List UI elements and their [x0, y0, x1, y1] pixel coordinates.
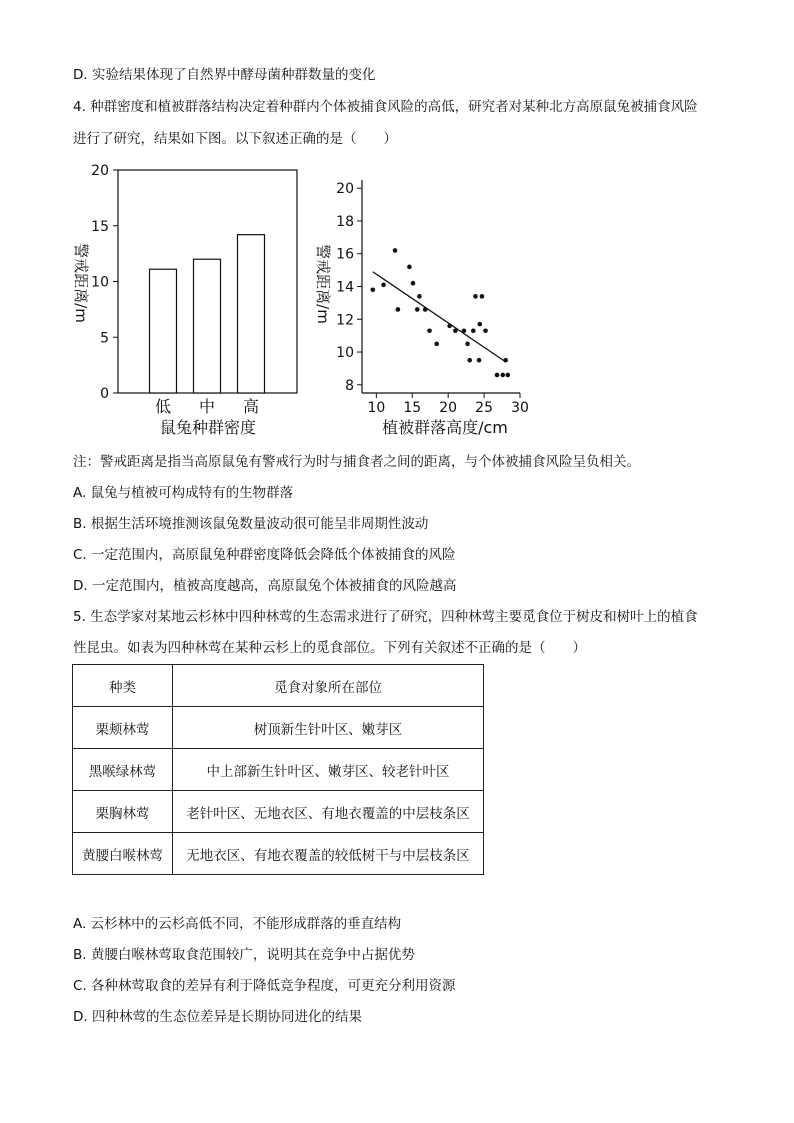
q4-stem-line1: 4. 种群密度和植被群落结构决定着种群内个体被捕食风险的高低，研究者对某种北方高原鼠兔被捕食风险 [73, 99, 698, 115]
table-row [73, 833, 484, 875]
q4-option-d: D. 一定范围内，植被高度越高，高原鼠兔个体被捕食的风险越高 [73, 578, 457, 594]
scatter-point [480, 294, 485, 299]
bar-y-tick-label: 20 [91, 163, 109, 179]
bar-x-tick-label: 中 [198, 397, 216, 416]
table-header-cell: 种类 [73, 665, 173, 707]
bar-x-ticks [155, 397, 259, 416]
scatter-point [381, 283, 386, 288]
scatter-x-tick-label: 25 [475, 400, 494, 416]
scatter-point [467, 358, 472, 363]
table-cell-location: 树顶新生针叶区、嫩芽区 [173, 707, 484, 749]
trend-line [373, 272, 506, 362]
scatter-point [393, 248, 398, 253]
scatter-y-tick-label: 8 [345, 377, 354, 394]
scatter-point [465, 342, 470, 347]
scatter-point [415, 307, 420, 312]
scatter-x-tick-label: 30 [511, 400, 529, 416]
q5-option-b: B. 黄腰白喉林莺取食范围较广，说明其在竞争中占据优势 [73, 947, 415, 963]
scatter-x-tick-label: 15 [403, 400, 422, 416]
scatter-point [453, 328, 458, 333]
scatter-points [370, 248, 510, 377]
q4-stem-line2: 进行了研究，结果如下图。以下叙述正确的是（ ） [73, 131, 397, 147]
bar [238, 235, 265, 393]
scatter-point [407, 265, 412, 270]
q5-stem-line1: 5. 生态学家对某地云杉林中四种林莺的生态需求进行了研究，四种林莺主要觅食位于树皮和树叶上的植食 [73, 609, 698, 625]
q5-stem-line2: 性昆虫。如表为四种林莺在某种云杉上的觅食部位。下列有关叙述不正确的是（ ） [73, 640, 586, 656]
scatter-chart [314, 180, 529, 437]
bar [150, 269, 177, 393]
table-cell-species: 栗胸林莺 [73, 791, 173, 833]
scatter-point [370, 287, 375, 292]
bar-x-tick-label: 低 [154, 397, 172, 416]
scatter-y-ticks [336, 181, 362, 394]
table-header-row [73, 665, 484, 707]
bar [194, 259, 221, 393]
table-row [73, 749, 484, 791]
scatter-point [462, 328, 467, 333]
scatter-x-tick-label: 20 [439, 400, 458, 416]
scatter-point [477, 358, 482, 363]
scatter-y-tick-label: 10 [336, 345, 354, 362]
scatter-point [483, 328, 488, 333]
scatter-point [503, 358, 508, 363]
scatter-y-tick-label: 12 [336, 312, 354, 329]
bar-y-tick-label: 10 [91, 274, 109, 291]
q5-option-c: C. 各种林莺取食的差异有利于降低竞争程度，可更充分利用资源 [73, 978, 456, 994]
scatter-x-label: 植被群落高度/cm [382, 418, 508, 437]
scatter-x-tick-label: 10 [367, 400, 386, 416]
scatter-y-tick-label: 20 [336, 181, 354, 198]
q4-option-a: A. 鼠兔与植被可构成特有的生物群落 [73, 485, 294, 501]
scatter-point [500, 373, 505, 378]
table-cell-location: 中上部新生针叶区、嫩芽区、较老针叶区 [173, 749, 484, 791]
table-cell-species: 栗颊林莺 [73, 707, 173, 749]
table-cell-species: 黑喉绿林莺 [73, 749, 173, 791]
table-row [73, 791, 484, 833]
table-header-cell: 觅食对象所在部位 [173, 665, 484, 707]
q5-option-a: A. 云杉林中的云杉高低不同，不能形成群落的垂直结构 [73, 916, 402, 932]
foraging-table [72, 664, 484, 875]
q4-option-c: C. 一定范围内，高原鼠兔种群密度降低会降低个体被捕食的风险 [73, 547, 456, 563]
figure-charts [0, 0, 794, 450]
scatter-point [447, 324, 452, 329]
scatter-point [396, 307, 401, 312]
scatter-point [434, 342, 439, 347]
scatter-point [505, 373, 510, 378]
scatter-point [411, 281, 416, 286]
scatter-point [423, 307, 428, 312]
table-cell-location: 老针叶区、无地衣区、有地衣覆盖的中层枝条区 [173, 791, 484, 833]
bar-bars [150, 235, 265, 393]
scatter-trendline [373, 272, 506, 362]
scatter-point [417, 294, 422, 299]
bar-y-label: 警戒距离/m [72, 243, 90, 323]
bar-y-tick-label: 0 [100, 386, 109, 402]
bar-x-tick-label: 高 [242, 397, 260, 416]
scatter-point [495, 373, 500, 378]
scatter-point [427, 328, 432, 333]
bar-y-tick-label: 15 [91, 218, 109, 235]
q4-option-b: B. 根据生活环境推测该鼠兔数量波动很可能呈非周期性波动 [73, 516, 429, 532]
scatter-x-ticks [367, 393, 528, 416]
scatter-y-tick-label: 14 [336, 279, 354, 296]
scatter-point [477, 322, 482, 327]
table-row [73, 707, 484, 749]
scatter-y-label: 警戒距离/m [314, 244, 332, 324]
bar-y-ticks [91, 163, 118, 402]
bar-x-label: 鼠兔种群密度 [159, 418, 257, 437]
scatter-point [473, 294, 478, 299]
scatter-y-tick-label: 16 [336, 246, 354, 263]
scatter-y-tick-label: 18 [336, 213, 354, 230]
table-cell-species: 黄腰白喉林莺 [73, 833, 173, 875]
scatter-point [471, 328, 476, 333]
q4-note: 注：警戒距离是指当高原鼠兔有警戒行为时与捕食者之间的距离，与个体被捕食风险呈负相关。 [73, 454, 640, 470]
q3-option-d: D. 实验结果体现了自然界中酵母菌种群数量的变化 [73, 67, 376, 83]
bar-chart [72, 163, 297, 437]
q5-option-d: D. 四种林莺的生态位差异是长期协同进化的结果 [73, 1009, 362, 1025]
bar-y-tick-label: 5 [100, 330, 109, 347]
table-cell-location: 无地衣区、有地衣覆盖的较低树干与中层枝条区 [173, 833, 484, 875]
